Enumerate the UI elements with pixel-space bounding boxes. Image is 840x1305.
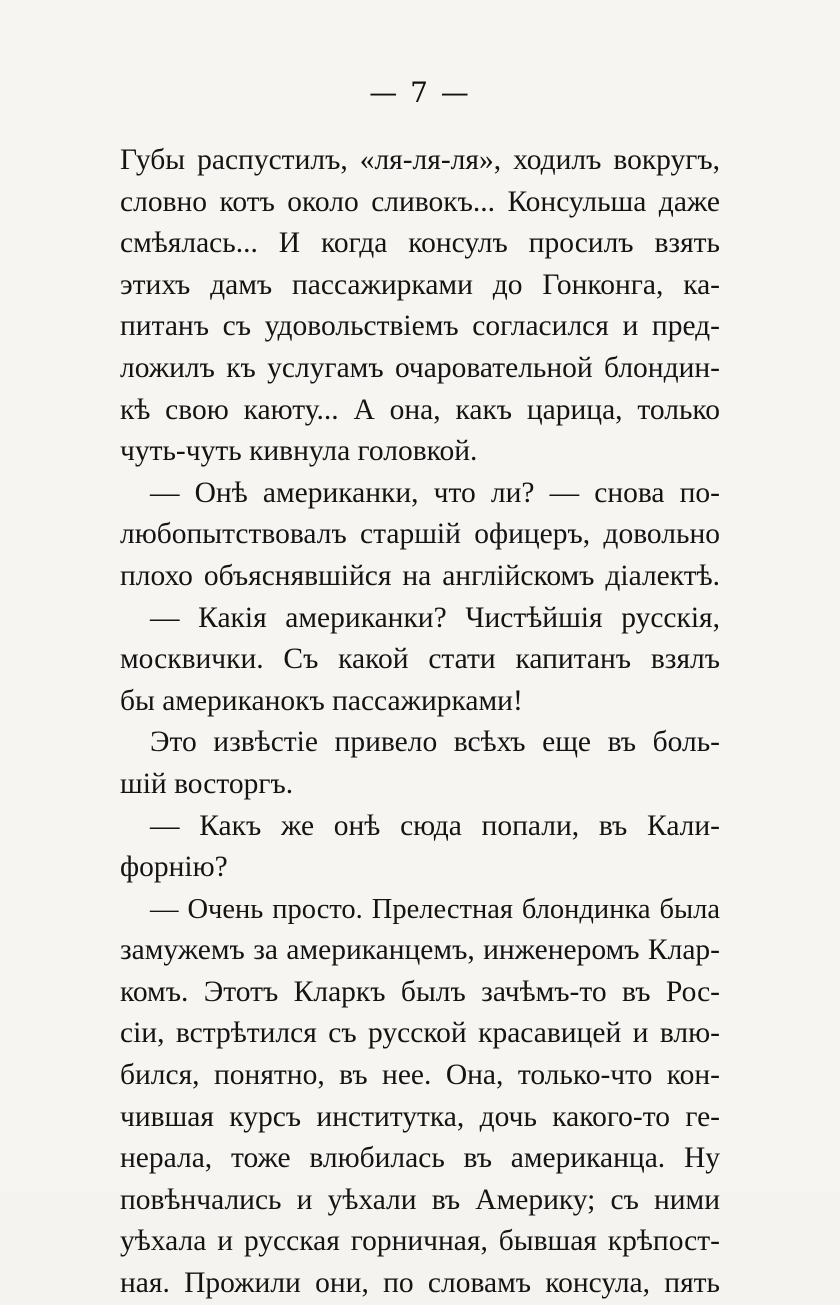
text-line: бы американокъ пассажирками!	[120, 684, 523, 717]
text-line: — Какъ же онѣ сюда попали, въ Кали-	[150, 809, 720, 842]
text-line: чившая курсъ институтка, дочь какого-то ге-	[120, 1100, 720, 1133]
text-line: питанъ съ удовольствіемъ согласился и пред-	[120, 310, 720, 343]
text-line: смѣялась... И когда консулъ просилъ взять	[120, 227, 720, 260]
text-line: ложилъ къ услугамъ очаровательной блондин-	[120, 351, 720, 384]
text-line: словно котъ около сливокъ... Консульша даже	[120, 185, 720, 218]
text-line: — Очень просто. Прелестная блондинка была	[150, 893, 720, 925]
text-line: — Онѣ американки, что ли? — снова по-	[150, 476, 720, 509]
text-line: бился, понятно, въ нее. Она, только-что кон-	[120, 1059, 720, 1092]
text-line: москвички. Съ какой стати капитанъ взялъ	[120, 643, 720, 676]
text-line: — Какія американки? Чистѣйшія русскія,	[150, 601, 720, 634]
text-line: форнію?	[120, 851, 228, 884]
text-line: повѣнчались и уѣхали въ Америку; съ ними	[120, 1183, 720, 1216]
body-text	[120, 140, 720, 1305]
text-line: замужемъ за американцемъ, инженеромъ Клар-	[120, 934, 720, 967]
text-line: ная. Прожили они, по словамъ консула, пять	[120, 1267, 720, 1300]
page-number: — 7 —	[369, 76, 471, 109]
text-line: уѣхала и русская горничная, бывшая крѣпост-	[120, 1225, 720, 1258]
text-line: комъ. Этотъ Кларкъ былъ зачѣмъ-то въ Рос-	[120, 975, 720, 1008]
text-line: Это извѣстіе привело всѣхъ еще въ боль-	[150, 726, 720, 759]
text-line: шій восторгъ.	[120, 767, 294, 800]
text-line: кѣ свою каюту... А она, какъ царица, только	[120, 393, 720, 426]
text-line: сіи, встрѣтился съ русской красавицей и влю-	[120, 1017, 720, 1050]
text-line: этихъ дамъ пассажирками до Гонконга, ка-	[120, 268, 720, 301]
text-line: плохо объяснявшійся на англійскомъ діалектѣ.	[120, 559, 720, 592]
text-line: нерала, тоже влюбилась въ американца. Ну	[120, 1142, 720, 1175]
text-line: любопытствовалъ старшій офицеръ, довольно	[120, 518, 720, 551]
text-line: Губы распустилъ, «ля-ля-ля», ходилъ вокругъ,	[120, 144, 720, 176]
text-line: чуть-чуть кивнула головкой.	[120, 435, 478, 468]
